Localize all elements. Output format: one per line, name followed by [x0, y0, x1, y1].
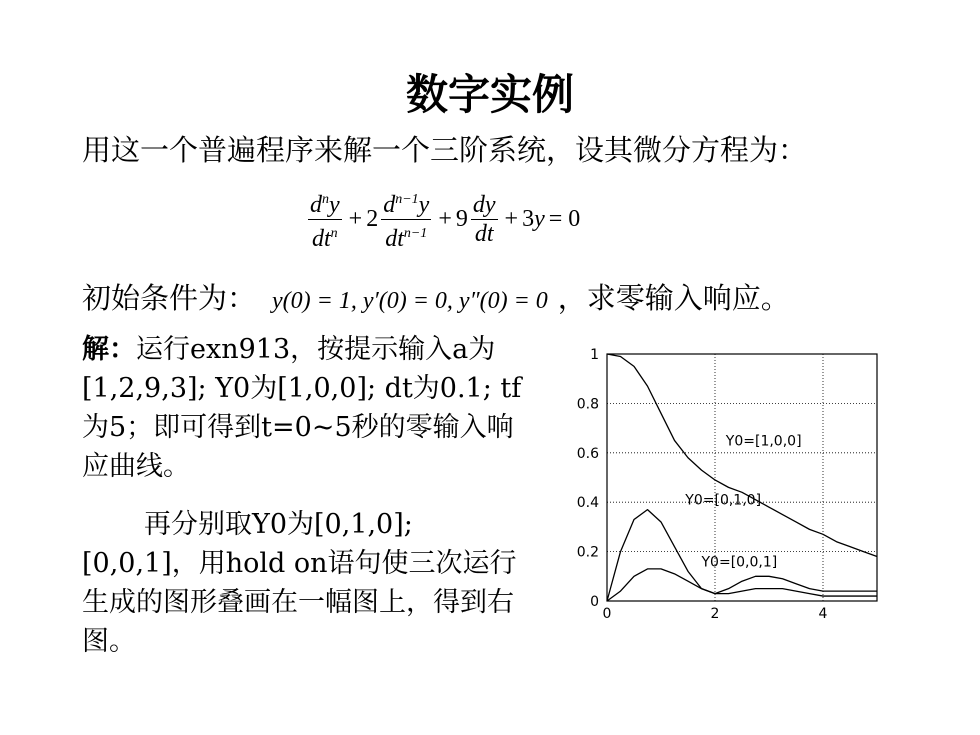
x-tick-label: 4: [818, 606, 828, 622]
y-tick-label: 0.2: [576, 544, 599, 561]
var-y: y: [534, 205, 545, 232]
y-tick-label: 0.6: [576, 445, 599, 462]
equation-rhs: = 0: [548, 205, 581, 232]
series-line-y0-100: [607, 354, 877, 557]
solution-text-1: 运行exn913，按提示输入a为[1,2,9,3]; Y0为[1,0,0]; dt为0.1; tf为5；即可得到t=0~5秒的零输入响应曲线。: [82, 334, 522, 482]
series-line-y0-001: [607, 569, 877, 601]
annotation-y0-010: Y0=[0,1,0]: [685, 492, 762, 509]
y-tick-label: 1: [590, 347, 599, 363]
initial-conditions-line: [82, 276, 790, 317]
initial-conditions: y(0) = 1, y′(0) = 0, y″(0) = 0: [272, 288, 548, 314]
t3-den: dt: [474, 220, 494, 247]
annotation-y0-001: Y0=[0,0,1]: [701, 554, 778, 571]
intro-text: 用这一个普遍程序来解一个三阶系统，设其微分方程为：: [82, 133, 808, 167]
x-tick-label: 0: [602, 606, 612, 622]
y-tick-label: 0.4: [576, 495, 599, 512]
y-tick-label: 0.8: [576, 396, 599, 413]
coef-9: 9: [455, 205, 468, 232]
t1-den-sup: n: [330, 225, 338, 241]
t2-den-sup: n−1: [403, 225, 428, 241]
t3-num: dy: [472, 191, 496, 218]
page-title: 数字实例: [405, 70, 574, 119]
op-plus-3: +: [504, 205, 519, 232]
t2-num: d: [383, 191, 396, 218]
t2-num-var: y: [418, 191, 430, 218]
t1-num-sup: n: [322, 191, 329, 207]
y-tick-label: 0: [590, 594, 599, 610]
coef-2: 2: [366, 205, 379, 232]
t1-den: dt: [311, 225, 331, 252]
t2-num-sup: n−1: [395, 191, 419, 207]
differential-equation: [305, 184, 584, 254]
t1-num: d: [310, 191, 322, 218]
response-chart: [555, 340, 895, 640]
term-first-derivative: [471, 191, 498, 248]
term-n-minus-1-derivative: [381, 186, 431, 253]
t1-num-var: y: [329, 191, 340, 218]
op-plus-1: +: [348, 205, 363, 232]
term-nth-derivative: [308, 186, 342, 253]
solution-paragraph-2: 再分别取Y0为[0,1,0]; [0,0,1]，用hold on语句使三次运行生成的图形叠画在一幅图上，得到右图。: [82, 509, 517, 657]
coef-3: 3: [522, 205, 535, 232]
solution-paragraph-1: [82, 330, 522, 486]
annotation-y0-100: Y0=[1,0,0]: [725, 433, 802, 450]
t2-den: dt: [385, 225, 404, 252]
initial-label: 初始条件为：: [82, 281, 257, 315]
op-plus-2: +: [438, 205, 452, 232]
x-tick-label: 2: [710, 606, 720, 622]
solution-lead: 解：: [82, 334, 136, 365]
initial-tail: ，求零输入响应。: [557, 281, 790, 315]
